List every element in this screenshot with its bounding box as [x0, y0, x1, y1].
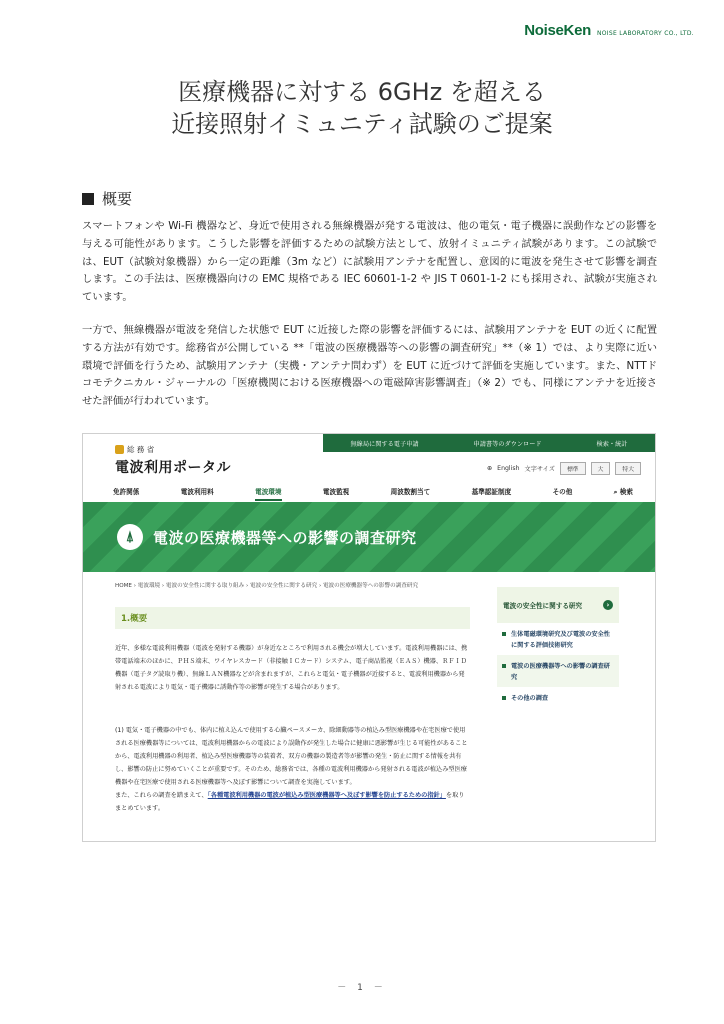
font-size-xlarge-button[interactable]: 特大	[615, 462, 641, 475]
section-heading-text: 概要	[102, 190, 133, 208]
nav-certification[interactable]: 基準認証制度	[471, 488, 512, 496]
topbar-e-application[interactable]: 無線局に関する電子申請	[350, 440, 419, 448]
font-size-standard-button[interactable]: 標準	[560, 462, 586, 475]
logo-mark: NoiseKen	[524, 22, 591, 39]
paragraph-3-prefix: また、これらの調査を踏まえて、	[115, 792, 208, 799]
ministry-label	[115, 444, 231, 455]
portal-topbar	[323, 434, 655, 452]
company-logo	[524, 22, 694, 39]
logo-subtitle: NOISE LABORATORY CO., LTD.	[596, 30, 694, 37]
topbar-download[interactable]: 申請書等のダウンロード	[473, 440, 542, 448]
square-bullet-icon	[82, 193, 94, 205]
nav-fee[interactable]: 電波利用料	[180, 488, 214, 496]
screenshot-paragraph-3	[115, 789, 470, 815]
paragraph-2: 一方で、無線機器が電波を発信した状態で EUT に近接した際の影響を評価するには、試験用アンテナを EUT の近くに配置する方法が有効です。総務省が公開している **「電波の医療機器等への影響の調査研究」**（※ 1）では、より実際に近い環境で評価を行うため、試験用アンテナ（実機・アンテナ問わず）を EUT に近づけて評価を実施しています。また、NTTドコモテクニカル・ジャーナルの「医療機関における医療機器への電磁障害影響調査」（※ 2）でも、同様にアンテナを近接させた評価が行われています。	[82, 324, 657, 408]
overview-heading-box	[115, 607, 470, 629]
nav-license[interactable]: 免許関係	[113, 488, 140, 496]
sidebar-header-label: 電波の安全性に関する研究	[503, 602, 583, 610]
overview-heading: 1.概要	[121, 614, 148, 624]
nav-environment[interactable]: 電波環境	[255, 486, 281, 501]
antenna-icon: ⍋	[117, 524, 143, 550]
portal-sidebar	[497, 587, 619, 708]
breadcrumb[interactable]: HOME › 電波環境 › 電波の安全性に関する取り組み › 電波の安全性に関する研究 › 電波の医療機器等への影響の調査研究	[115, 583, 419, 589]
portal-nav	[113, 486, 633, 501]
nav-other[interactable]: その他	[552, 488, 573, 496]
title-line-2: 近接照射イミュニティ試験のご提案	[171, 110, 553, 138]
page-banner	[83, 502, 655, 572]
ministry-name: 総 務 省	[127, 445, 155, 454]
portal-header	[115, 444, 231, 477]
portal-name[interactable]: 電波利用ポータル	[115, 460, 231, 476]
sidebar-item-medical-devices[interactable]: 電波の医療機器等への影響の調査研究	[497, 655, 619, 687]
title-line-1: 医療機器に対する 6GHz を超える	[178, 78, 546, 106]
sidebar-item-other-surveys[interactable]: その他の調査	[497, 687, 619, 708]
search-icon: ⌕	[613, 488, 620, 496]
chevron-right-icon: ›	[603, 600, 613, 610]
ministry-emblem-icon	[115, 445, 124, 454]
guideline-link[interactable]: 「各種電波利用機器の電波が植込み型医療機器等へ及ぼす影響を防止するための指針」	[207, 792, 446, 799]
banner-title: 電波の医療機器等への影響の調査研究	[153, 528, 417, 547]
utility-row	[487, 462, 641, 475]
paragraph-1: スマートフォンや Wi-Fi 機器など、身近で使用される無線機器が発する電波は、他の電気・電子機器に誤動作などの影響を与える可能性があります。こうした影響を評価するための試験方法として、放射イミュニティ試験があります。この試験では、EUT（試験対象機器）から一定の距離（3m など）に試験用アンテナを配置し、意図的に電波を発生させて影響を調査します。この手法は、医療機器向けの EMC 規格である IEC 60601-1-2 や JIS T 0601-1-2 にも採用され、試験が実施されています。	[82, 220, 657, 304]
nav-search-label: 検索	[619, 488, 633, 496]
nav-monitoring[interactable]: 電波監視	[322, 488, 350, 496]
sidebar-item-bioelectromagnetic[interactable]: 生体電磁環境研究及び電波の安全性に関する評価技術研究	[497, 623, 619, 655]
font-size-large-button[interactable]: 大	[591, 462, 611, 475]
globe-icon: ⊕	[486, 465, 493, 472]
nav-frequency[interactable]: 周波数割当て	[390, 488, 431, 496]
screenshot-paragraph-2-text: (1) 電気・電子機器の中でも、体内に植え込んで使用する心臓ペースメーカ、除細動器等の植込み型医療機器や在宅医療で使用される医療機器等については、電波利用機器からの電波により誤動作が発生した場合に健康に悪影響が生じる可能性があることから、電波利用機器の利用者、植込み型医療機器等の装着者、双方の機器の製造者等が影響の発生・防止に関する情報を共有し、影響の防止に努めていくことが重要です。そのため、総務省では、各種の電波利用機器から発射される電波が植込み型医療機器や在宅医療で使用される医療機器等へ及ぼす影響について調査を実施しています。	[115, 727, 468, 786]
screenshot-paragraph-1: 近年、多様な電波利用機器（電波を発射する機器）が身近なところで利用される機会が増大しています。電波利用機器には、携帯電話端末のほかに、ＰＨＳ端末、ワイヤレスカード（非接触ＩＣカード）システム、電子商品監視（ＥＡＳ）機器、ＲＦＩＤ機器（電子タグ読取り機）、無線ＬＡＮ機器などが含まれますが、これらと電気・電子機器が近接すると、電波利用機器から発射される電波により電気・電子機器に誘動作等の影響が発生する場合があります。	[115, 645, 468, 691]
paragraph-3-suffix: を取りまとめています。	[115, 792, 465, 812]
english-link[interactable]: English	[497, 465, 520, 472]
nav-search[interactable]	[614, 486, 633, 501]
font-size-label: 文字サイズ	[524, 466, 555, 473]
embedded-website-screenshot	[82, 433, 656, 842]
sidebar-header[interactable]	[497, 587, 619, 623]
section-heading	[82, 188, 132, 209]
topbar-search-stats[interactable]: 検索・統計	[596, 440, 628, 448]
page-number: － 1 －	[337, 983, 387, 993]
screenshot-paragraph-2	[115, 724, 470, 815]
document-title	[0, 76, 724, 140]
